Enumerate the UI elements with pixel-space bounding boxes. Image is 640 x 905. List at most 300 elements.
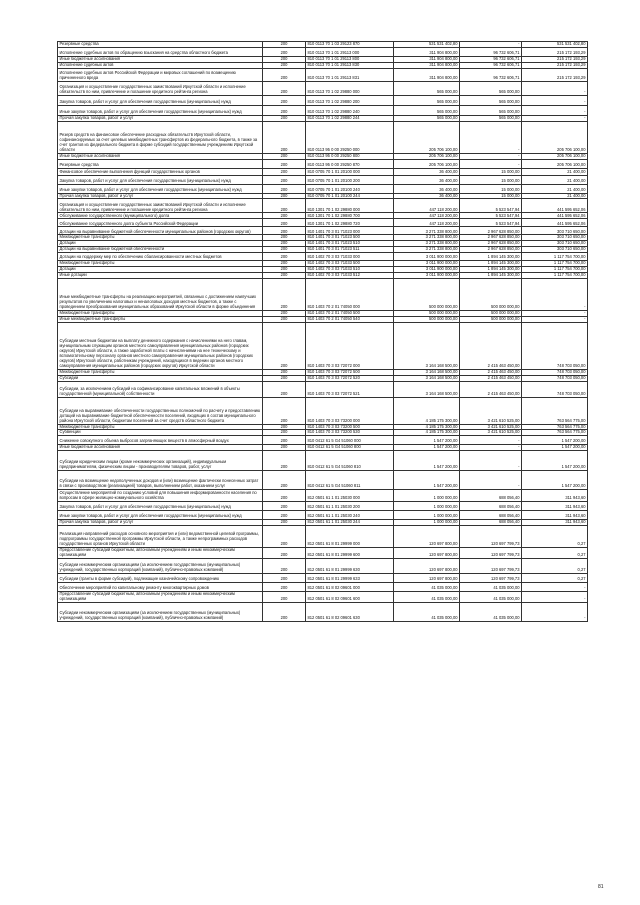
expense-name-cell: Иные межбюджетные трансферты на реализацию мероприятий, связанных с достижением наилучших результатов по увеличению налоговых и неналоговых доходов местных бюджетов, а также с проведением преобразования муниципальных образований Иркутской области в форме объединения — [58, 278, 263, 310]
approved-amount-cell: 3 164 168 500,00 — [394, 381, 460, 397]
executed-amount-cell: 41 035 000,00 — [460, 583, 522, 592]
line-code-cell: 200 — [263, 247, 306, 253]
executed-amount-cell: 688 056,40 — [460, 490, 522, 502]
budget-classification-code-cell: 810 0113 95 0 00 29250 000 — [306, 121, 394, 153]
budget-classification-code-cell: 810 0113 70 1 02 29880 000 — [306, 81, 394, 95]
unexecuted-amount-cell: 303 710 650,00 — [522, 247, 588, 253]
unexecuted-amount-cell: 303 710 650,00 — [522, 227, 588, 235]
approved-amount-cell: 120 697 800,00 — [394, 559, 460, 574]
expense-name-cell: Межбюджетные трансферты — [58, 310, 263, 316]
budget-classification-code-cell: 810 0113 95 0 00 29250 870 — [306, 159, 394, 168]
table-row — [58, 381, 588, 397]
unexecuted-amount-cell: 1 117 754 700,00 — [522, 261, 588, 267]
unexecuted-amount-cell: 1 547 200,00 — [522, 445, 588, 451]
approved-amount-cell: 311 904 800,00 — [394, 56, 460, 62]
budget-classification-code-cell: 810 0113 70 1 01 29113 800 — [306, 56, 394, 62]
executed-amount-cell: 15 000,00 — [460, 184, 522, 193]
executed-amount-cell: 500 000 000,00 — [460, 316, 522, 322]
budget-classification-code-cell: 810 0412 61 5 G4 51060 000 — [306, 436, 394, 445]
unexecuted-amount-cell: - — [522, 603, 588, 622]
unexecuted-amount-cell: 441 595 652,06 — [522, 219, 588, 227]
expense-name-cell: Межбюджетные трансферты — [58, 261, 263, 267]
unexecuted-amount-cell: 763 564 775,00 — [522, 424, 588, 430]
approved-amount-cell: 41 035 000,00 — [394, 583, 460, 592]
table-row — [58, 322, 588, 369]
unexecuted-amount-cell: 1 117 754 700,00 — [522, 253, 588, 261]
expense-name-cell: Субсидии на выравнивание обеспеченности государственных полномочий по расчету и предоставлению дотаций на выравнивание бюджетной обеспеченности поселений, входящих в состав муниципального района Иркутской области, бюджетам поселений за счет средств областного бюджета — [58, 397, 263, 424]
expense-name-cell: Иные дотации — [58, 272, 263, 278]
line-code-cell: 200 — [263, 397, 306, 424]
executed-amount-cell: 688 056,40 — [460, 520, 522, 526]
expense-name-cell: Обслуживание государственного (муниципального) долга — [58, 213, 263, 219]
expense-name-cell: Иные бюджетные ассигнования — [58, 153, 263, 159]
line-code-cell: 200 — [263, 278, 306, 310]
executed-amount-cell: 5 523 547,94 — [460, 199, 522, 213]
executed-amount-cell: 2 415 463 450,00 — [460, 381, 522, 397]
approved-amount-cell: 3 271 338 800,00 — [394, 235, 460, 241]
expense-name-cell: Дотации — [58, 241, 263, 247]
approved-amount-cell: 1 547 200,00 — [394, 451, 460, 471]
line-code-cell: 200 — [263, 153, 306, 159]
approved-amount-cell: 3 271 338 800,00 — [394, 247, 460, 253]
expense-name-cell: Иные закупки товаров, работ и услуг для обеспечения государственных (муниципальных) нужд — [58, 105, 263, 115]
executed-amount-cell: 1 894 145 300,00 — [460, 272, 522, 278]
line-code-cell: 200 — [263, 559, 306, 574]
table-row — [58, 95, 588, 105]
line-code-cell: 200 — [263, 115, 306, 121]
executed-amount-cell: 2 415 463 450,00 — [460, 322, 522, 369]
budget-classification-code-cell: 810 1401 70 3 01 71023 511 — [306, 247, 394, 253]
line-code-cell: 200 — [263, 574, 306, 583]
table-row — [58, 68, 588, 81]
expense-name-cell: Исполнение судебных актов Российской Федерации и мировых соглашений по возмещению причиненного вреда — [58, 68, 263, 81]
line-code-cell: 200 — [263, 322, 306, 369]
budget-classification-code-cell: 810 0113 70 1 01 29113 831 — [306, 68, 394, 81]
table-body — [58, 42, 588, 622]
table-row — [58, 502, 588, 511]
expense-name-cell: Иные бюджетные ассигнования — [58, 56, 263, 62]
line-code-cell: 200 — [263, 47, 306, 56]
expense-name-cell: Межбюджетные трансферты — [58, 235, 263, 241]
unexecuted-amount-cell: 311 943,60 — [522, 520, 588, 526]
executed-amount-cell: 120 697 799,73 — [460, 559, 522, 574]
expense-name-cell: Иные бюджетные ассигнования — [58, 445, 263, 451]
executed-amount-cell: 1 894 145 300,00 — [460, 267, 522, 273]
budget-classification-code-cell: 810 0113 70 1 01 29113 830 — [306, 62, 394, 68]
expense-name-cell: Прочая закупка товаров, работ и услуг — [58, 115, 263, 121]
approved-amount-cell: 36 400,00 — [394, 193, 460, 199]
budget-execution-table — [57, 41, 588, 622]
budget-classification-code-cell: 810 1403 70 3 03 73200 500 — [306, 424, 394, 430]
unexecuted-amount-cell: 441 595 652,06 — [522, 213, 588, 219]
approved-amount-cell: 3 164 168 500,00 — [394, 369, 460, 375]
executed-amount-cell: 120 697 799,73 — [460, 548, 522, 559]
expense-name-cell: Субсидии местным бюджетам на выплату денежного содержания с начислениями на него главам, муниципальным служащим органов местного самоуправления муниципальных районов (городских округов) Иркутской области, а также заработной платы с начислениями на нее техническому и вспомогательному персоналу органов местного самоуправления муниципальных районов (городских округов) Иркутской области, работникам учреждений, находящихся в ведении органов местного самоуправления муниципальных районов (городских округов) Иркутской области — [58, 322, 263, 369]
approved-amount-cell: 4 185 175 300,00 — [394, 430, 460, 436]
table-row — [58, 47, 588, 56]
expense-name-cell: Иные межбюджетные трансферты — [58, 316, 263, 322]
executed-amount-cell: 96 732 606,71 — [460, 56, 522, 62]
budget-classification-code-cell: 812 0501 61 8 01 29999 633 — [306, 574, 394, 583]
executed-amount-cell: - — [460, 471, 522, 490]
unexecuted-amount-cell: - — [522, 81, 588, 95]
unexecuted-amount-cell: - — [522, 95, 588, 105]
line-code-cell: 200 — [263, 267, 306, 273]
line-code-cell: 200 — [263, 227, 306, 235]
approved-amount-cell: 205 706 100,00 — [394, 159, 460, 168]
unexecuted-amount-cell: 748 703 050,00 — [522, 369, 588, 375]
line-code-cell: 200 — [263, 548, 306, 559]
line-code-cell: 200 — [263, 235, 306, 241]
table-row — [58, 511, 588, 520]
table-row — [58, 451, 588, 471]
line-code-cell: 200 — [263, 184, 306, 193]
budget-classification-code-cell: 810 1403 70 3 03 73200 530 — [306, 430, 394, 436]
budget-classification-code-cell: 810 1301 70 1 02 29880 700 — [306, 213, 394, 219]
unexecuted-amount-cell: 21 400,00 — [522, 184, 588, 193]
expense-name-cell: Субвенции — [58, 430, 263, 436]
budget-classification-code-cell: 812 0501 61 8 02 09601 600 — [306, 592, 394, 603]
executed-amount-cell: 120 697 799,73 — [460, 574, 522, 583]
approved-amount-cell: 1 547 200,00 — [394, 445, 460, 451]
unexecuted-amount-cell: 0,27 — [522, 574, 588, 583]
executed-amount-cell: 2 415 463 450,00 — [460, 375, 522, 381]
expense-name-cell: Закупка товаров, работ и услуг для обеспечения государственных (муниципальных) нужд — [58, 95, 263, 105]
budget-classification-code-cell: 810 0412 61 5 G4 51060 810 — [306, 451, 394, 471]
approved-amount-cell: 311 904 800,00 — [394, 68, 460, 81]
approved-amount-cell: 565 000,00 — [394, 105, 460, 115]
executed-amount-cell: 688 056,40 — [460, 502, 522, 511]
expense-name-cell: Реализация направлений расходов основного мероприятия и (или) ведомственной целевой программы, подпрограммы государственной программы Иркутской области, а также непрограммных расходов государственных органов Иркутской области — [58, 526, 263, 548]
executed-amount-cell: 41 035 000,00 — [460, 592, 522, 603]
budget-classification-code-cell: 810 1403 70 3 03 72072 500 — [306, 369, 394, 375]
line-code-cell: 200 — [263, 219, 306, 227]
page-number: 81 — [598, 884, 604, 890]
expense-name-cell: Субсидии некоммерческим организациям (за исключением государственных (муниципальных) учреждений, государственных корпораций (компаний), публично-правовых компаний) — [58, 603, 263, 622]
executed-amount-cell: 5 523 547,94 — [460, 213, 522, 219]
line-code-cell: 200 — [263, 381, 306, 397]
line-code-cell: 200 — [263, 121, 306, 153]
executed-amount-cell: 565 000,00 — [460, 81, 522, 95]
budget-classification-code-cell: 810 1403 70 3 03 72072 521 — [306, 381, 394, 397]
expense-name-cell: Межбюджетные трансферты — [58, 369, 263, 375]
budget-classification-code-cell: 810 1401 70 3 01 71023 510 — [306, 241, 394, 247]
budget-classification-code-cell: 812 0501 61 8 02 09601 630 — [306, 603, 394, 622]
expense-name-cell: Дотации на поддержку мер по обеспечению сбалансированности местных бюджетов — [58, 253, 263, 261]
budget-classification-code-cell: 810 1403 70 2 01 74050 500 — [306, 310, 394, 316]
unexecuted-amount-cell: 21 400,00 — [522, 175, 588, 184]
expense-name-cell: Организация и осуществление государственных заимствований Иркутской области и исполнение обязательств по ним, привлечение и погашение кредитного рейтинга региона — [58, 81, 263, 95]
approved-amount-cell: 3 271 338 800,00 — [394, 227, 460, 235]
unexecuted-amount-cell: 1 117 754 700,00 — [522, 272, 588, 278]
line-code-cell: 200 — [263, 583, 306, 592]
unexecuted-amount-cell: 311 943,60 — [522, 511, 588, 520]
approved-amount-cell: 4 185 175 300,00 — [394, 397, 460, 424]
approved-amount-cell: 500 000 000,00 — [394, 310, 460, 316]
expense-name-cell: Субсидии (гранты в форме субсидий), подлежащие казначейскому сопровождению — [58, 574, 263, 583]
table-row — [58, 592, 588, 603]
executed-amount-cell: 120 697 799,73 — [460, 526, 522, 548]
executed-amount-cell: 500 000 000,00 — [460, 310, 522, 316]
executed-amount-cell: 96 732 606,71 — [460, 47, 522, 56]
approved-amount-cell: 447 118 200,00 — [394, 213, 460, 219]
unexecuted-amount-cell: - — [522, 310, 588, 316]
executed-amount-cell: 565 000,00 — [460, 95, 522, 105]
expense-name-cell: Организация и осуществление государственных заимствований Иркутской области и исполнение обязательств по ним, привлечение и погашение кредитного рейтинга региона — [58, 199, 263, 213]
executed-amount-cell: 3 421 610 525,00 — [460, 430, 522, 436]
unexecuted-amount-cell: 215 172 193,29 — [522, 56, 588, 62]
expense-name-cell: Субсидии на возмещение недополученных доходов и (или) возмещение фактически понесенных затрат в связи с производством (реализацией) товаров, выполнением работ, оказанием услуг — [58, 471, 263, 490]
expense-name-cell: Финансовое обеспечение выполнения функций государственных органов — [58, 168, 263, 175]
executed-amount-cell: 15 000,00 — [460, 175, 522, 184]
expense-name-cell: Снижение совокупного объема выбросов загрязняющих веществ в атмосферный воздух — [58, 436, 263, 445]
unexecuted-amount-cell: - — [522, 592, 588, 603]
table-row — [58, 397, 588, 424]
table-row — [58, 168, 588, 175]
expense-name-cell: Исполнение судебных актов — [58, 62, 263, 68]
executed-amount-cell: 96 732 606,71 — [460, 68, 522, 81]
budget-classification-code-cell: 812 0501 61 8 02 09601 000 — [306, 583, 394, 592]
line-code-cell: 200 — [263, 213, 306, 219]
expense-name-cell: Предоставление субсидий бюджетным, автономным учреждениям и иным некоммерческим организациям — [58, 592, 263, 603]
expense-name-cell: Резерв средств на финансовое обеспечение расходных обязательств Иркутской области, софинансируемых за счет целевых межбюджетных трансфертов из федерального бюджета, в также за счет грантов из федерального бюджета в форме субсидий государственным учреждениям Иркутской области — [58, 121, 263, 153]
approved-amount-cell: 3 011 900 000,00 — [394, 261, 460, 267]
table-row — [58, 253, 588, 261]
unexecuted-amount-cell: 763 564 775,00 — [522, 397, 588, 424]
table-row — [58, 219, 588, 227]
executed-amount-cell: 15 000,00 — [460, 193, 522, 199]
line-code-cell: 200 — [263, 159, 306, 168]
executed-amount-cell: 1 894 145 300,00 — [460, 261, 522, 267]
unexecuted-amount-cell: 303 710 650,00 — [522, 241, 588, 247]
approved-amount-cell: 3 011 900 000,00 — [394, 253, 460, 261]
expense-name-cell: Субсидии, за исключением субсидий на софинансирование капитальных вложений в объекты государственной (муниципальной) собственности — [58, 381, 263, 397]
executed-amount-cell: 96 732 606,71 — [460, 62, 522, 68]
budget-classification-code-cell: 810 1402 70 3 03 71033 512 — [306, 272, 394, 278]
expense-name-cell: Дотации на выравнивание бюджетной обеспеченности муниципальных районов (городских округов) — [58, 227, 263, 235]
line-code-cell: 200 — [263, 193, 306, 199]
approved-amount-cell: 311 904 800,00 — [394, 47, 460, 56]
approved-amount-cell: 447 118 200,00 — [394, 199, 460, 213]
line-code-cell: 200 — [263, 375, 306, 381]
table-row — [58, 213, 588, 219]
expense-name-cell: Субсидии — [58, 375, 263, 381]
line-code-cell: 200 — [263, 175, 306, 184]
unexecuted-amount-cell: 215 172 193,29 — [522, 68, 588, 81]
budget-classification-code-cell: 810 0412 61 5 G4 51060 811 — [306, 471, 394, 490]
line-code-cell: 200 — [263, 261, 306, 267]
expense-name-cell: Субсидии некоммерческим организациям (за исключением государственных (муниципальных) учреждений, государственных корпораций (компаний), публично-правовых компаний) — [58, 559, 263, 574]
expense-name-cell: Резервные средства — [58, 159, 263, 168]
approved-amount-cell: 4 185 175 300,00 — [394, 424, 460, 430]
table-row — [58, 247, 588, 253]
executed-amount-cell: 1 894 145 300,00 — [460, 253, 522, 261]
approved-amount-cell: 1 000 000,00 — [394, 490, 460, 502]
unexecuted-amount-cell: 748 703 050,00 — [522, 322, 588, 369]
approved-amount-cell: 565 000,00 — [394, 115, 460, 121]
expense-name-cell: Закупка товаров, работ и услуг для обеспечения государственных (муниципальных) нужд — [58, 175, 263, 184]
table-row — [58, 227, 588, 235]
table-row — [58, 490, 588, 502]
table-row — [58, 159, 588, 168]
line-code-cell: 200 — [263, 603, 306, 622]
executed-amount-cell: - — [460, 42, 522, 48]
line-code-cell: 200 — [263, 471, 306, 490]
unexecuted-amount-cell: 0,27 — [522, 559, 588, 574]
approved-amount-cell: 3 011 900 000,00 — [394, 272, 460, 278]
line-code-cell: 200 — [263, 241, 306, 247]
unexecuted-amount-cell: 441 595 652,06 — [522, 199, 588, 213]
approved-amount-cell: 3 164 168 500,00 — [394, 322, 460, 369]
line-code-cell: 200 — [263, 310, 306, 316]
table-row — [58, 548, 588, 559]
approved-amount-cell: 565 000,00 — [394, 95, 460, 105]
budget-classification-code-cell: 810 0705 70 1 01 20100 244 — [306, 193, 394, 199]
unexecuted-amount-cell: - — [522, 115, 588, 121]
approved-amount-cell: 3 271 338 800,00 — [394, 241, 460, 247]
unexecuted-amount-cell: 0,27 — [522, 526, 588, 548]
line-code-cell: 200 — [263, 511, 306, 520]
line-code-cell: 200 — [263, 502, 306, 511]
approved-amount-cell: 36 400,00 — [394, 184, 460, 193]
table-row — [58, 81, 588, 95]
table-row — [58, 105, 588, 115]
budget-classification-code-cell: 810 0113 95 0 00 29250 800 — [306, 153, 394, 159]
approved-amount-cell: 120 697 800,00 — [394, 548, 460, 559]
approved-amount-cell: 3 011 900 000,00 — [394, 267, 460, 273]
unexecuted-amount-cell: 763 564 775,00 — [522, 430, 588, 436]
unexecuted-amount-cell: - — [522, 583, 588, 592]
budget-classification-code-cell: 810 1402 70 3 03 71033 500 — [306, 261, 394, 267]
line-code-cell: 200 — [263, 105, 306, 115]
expense-name-cell: Исполнение судебных актов по обращению взыскания на средства областного бюджета — [58, 47, 263, 56]
line-code-cell: 200 — [263, 168, 306, 175]
approved-amount-cell: 447 118 200,00 — [394, 219, 460, 227]
approved-amount-cell: 41 035 000,00 — [394, 592, 460, 603]
expense-name-cell: Закупка товаров, работ и услуг для обеспечения государственных (муниципальных) нужд — [58, 502, 263, 511]
line-code-cell: 200 — [263, 81, 306, 95]
unexecuted-amount-cell: 21 400,00 — [522, 193, 588, 199]
budget-classification-code-cell: 812 0501 61 1 01 25030 000 — [306, 490, 394, 502]
budget-classification-code-cell: 810 1403 70 2 01 74050 540 — [306, 316, 394, 322]
expense-name-cell: Обеспечение мероприятий по капитальному ремонту многоквартирных домов — [58, 583, 263, 592]
expense-name-cell: Осуществление мероприятий по созданию условий для повышения информированности населения по вопросам в сфере жилищно-коммунального хозяйства — [58, 490, 263, 502]
unexecuted-amount-cell: - — [522, 316, 588, 322]
approved-amount-cell: 36 400,00 — [394, 175, 460, 184]
table-row — [58, 199, 588, 213]
line-code-cell: 200 — [263, 369, 306, 375]
line-code-cell: 200 — [263, 445, 306, 451]
executed-amount-cell: 15 000,00 — [460, 168, 522, 175]
budget-classification-code-cell: 810 0113 70 1 03 29123 870 — [306, 42, 394, 48]
unexecuted-amount-cell: 21 400,00 — [522, 168, 588, 175]
line-code-cell: 200 — [263, 272, 306, 278]
unexecuted-amount-cell: 1 547 200,00 — [522, 436, 588, 445]
line-code-cell: 200 — [263, 436, 306, 445]
table-row — [58, 175, 588, 184]
budget-classification-code-cell: 810 1401 70 3 01 71023 500 — [306, 235, 394, 241]
expense-name-cell: Дотации на выравнивание бюджетной обеспеченности — [58, 247, 263, 253]
executed-amount-cell: 3 421 610 525,00 — [460, 397, 522, 424]
line-code-cell: 200 — [263, 592, 306, 603]
approved-amount-cell: 205 706 100,00 — [394, 121, 460, 153]
budget-classification-code-cell: 812 0501 61 8 01 29999 600 — [306, 548, 394, 559]
budget-classification-code-cell: 810 0412 61 5 G4 51060 800 — [306, 445, 394, 451]
unexecuted-amount-cell: 311 943,60 — [522, 502, 588, 511]
table-row — [58, 121, 588, 153]
executed-amount-cell: 500 000 000,00 — [460, 278, 522, 310]
line-code-cell: 200 — [263, 68, 306, 81]
budget-classification-code-cell: 810 0113 70 1 02 29880 240 — [306, 105, 394, 115]
budget-classification-code-cell: 812 0501 61 1 01 25030 244 — [306, 520, 394, 526]
line-code-cell: 200 — [263, 430, 306, 436]
line-code-cell: 200 — [263, 424, 306, 430]
budget-classification-code-cell: 810 1401 70 3 01 71023 000 — [306, 227, 394, 235]
budget-classification-code-cell: 810 1301 70 1 02 29880 000 — [306, 199, 394, 213]
approved-amount-cell: 120 697 800,00 — [394, 574, 460, 583]
approved-amount-cell: 41 035 000,00 — [394, 603, 460, 622]
approved-amount-cell: 500 000 000,00 — [394, 278, 460, 310]
unexecuted-amount-cell: 1 547 200,00 — [522, 451, 588, 471]
table-row — [58, 278, 588, 310]
expense-name-cell: Иные закупки товаров, работ и услуг для обеспечения государственных (муниципальных) нужд — [58, 511, 263, 520]
expense-name-cell: Дотации — [58, 267, 263, 273]
expense-name-cell: Обслуживание государственного долга субъекта Российской Федерации — [58, 219, 263, 227]
approved-amount-cell: 36 400,00 — [394, 168, 460, 175]
unexecuted-amount-cell: 205 706 100,00 — [522, 153, 588, 159]
approved-amount-cell: 500 000 000,00 — [394, 316, 460, 322]
executed-amount-cell: 688 056,40 — [460, 511, 522, 520]
table-row — [58, 583, 588, 592]
line-code-cell: 200 — [263, 451, 306, 471]
executed-amount-cell: 565 000,00 — [460, 105, 522, 115]
budget-classification-code-cell: 810 1403 70 2 01 74050 000 — [306, 278, 394, 310]
executed-amount-cell: - — [460, 121, 522, 153]
budget-classification-code-cell: 810 0113 70 1 01 29113 000 — [306, 47, 394, 56]
line-code-cell: 200 — [263, 42, 306, 48]
budget-classification-code-cell: 810 0705 70 1 01 20100 200 — [306, 175, 394, 184]
line-code-cell: 200 — [263, 526, 306, 548]
line-code-cell: 200 — [263, 253, 306, 261]
executed-amount-cell: 2 967 628 850,00 — [460, 227, 522, 235]
unexecuted-amount-cell: - — [522, 278, 588, 310]
unexecuted-amount-cell: 215 172 193,29 — [522, 62, 588, 68]
executed-amount-cell: - — [460, 153, 522, 159]
expense-name-cell: Прочая закупка товаров, работ и услуг — [58, 193, 263, 199]
budget-table-wrapper — [57, 41, 587, 622]
expense-name-cell: Прочая закупка товаров, работ и услуг — [58, 520, 263, 526]
table-row — [58, 559, 588, 574]
budget-classification-code-cell: 812 0501 61 8 01 29999 630 — [306, 559, 394, 574]
expense-name-cell: Межбюджетные трансферты — [58, 424, 263, 430]
executed-amount-cell: 41 035 000,00 — [460, 603, 522, 622]
unexecuted-amount-cell: 1 117 754 700,00 — [522, 267, 588, 273]
budget-classification-code-cell: 810 1402 70 3 03 71033 000 — [306, 253, 394, 261]
unexecuted-amount-cell: 531 531 402,80 — [522, 42, 588, 48]
unexecuted-amount-cell: 205 706 100,00 — [522, 159, 588, 168]
line-code-cell: 200 — [263, 62, 306, 68]
executed-amount-cell: 565 000,00 — [460, 115, 522, 121]
unexecuted-amount-cell: 311 943,60 — [522, 490, 588, 502]
line-code-cell: 200 — [263, 520, 306, 526]
budget-classification-code-cell: 810 1402 70 3 03 71033 510 — [306, 267, 394, 273]
unexecuted-amount-cell: 748 703 050,00 — [522, 381, 588, 397]
executed-amount-cell: - — [460, 159, 522, 168]
table-row — [58, 471, 588, 490]
unexecuted-amount-cell: 0,27 — [522, 548, 588, 559]
budget-classification-code-cell: 810 0705 70 1 01 20100 000 — [306, 168, 394, 175]
table-row — [58, 436, 588, 445]
